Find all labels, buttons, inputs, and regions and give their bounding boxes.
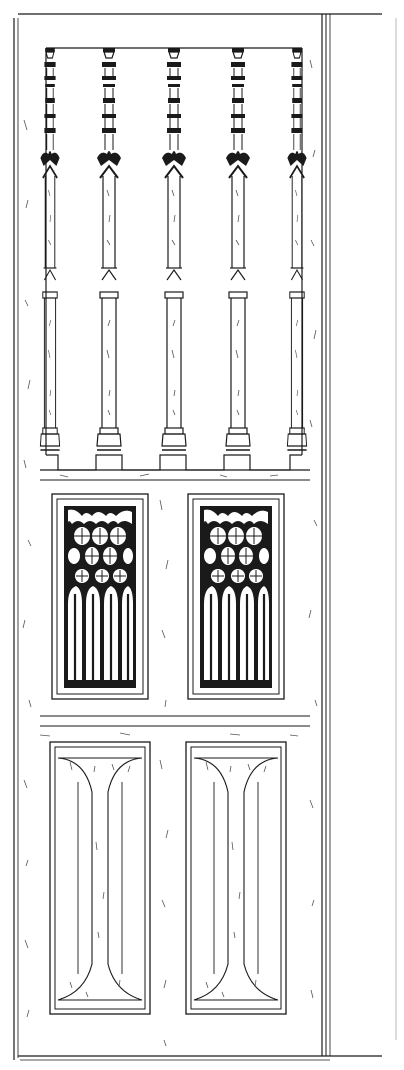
- baluster-row: [40, 48, 306, 450]
- baluster-4: [226, 48, 250, 450]
- lower-panel-left: [50, 742, 150, 1014]
- arcade-frame: [40, 48, 310, 470]
- baluster-3: [162, 48, 186, 450]
- tracery-panel-left: [52, 494, 148, 699]
- baluster-5: [287, 48, 306, 450]
- lower-panel-right: [186, 742, 286, 1014]
- tracery-panel-right: [188, 494, 284, 699]
- baluster-1: [40, 48, 59, 450]
- baluster-2: [97, 48, 121, 450]
